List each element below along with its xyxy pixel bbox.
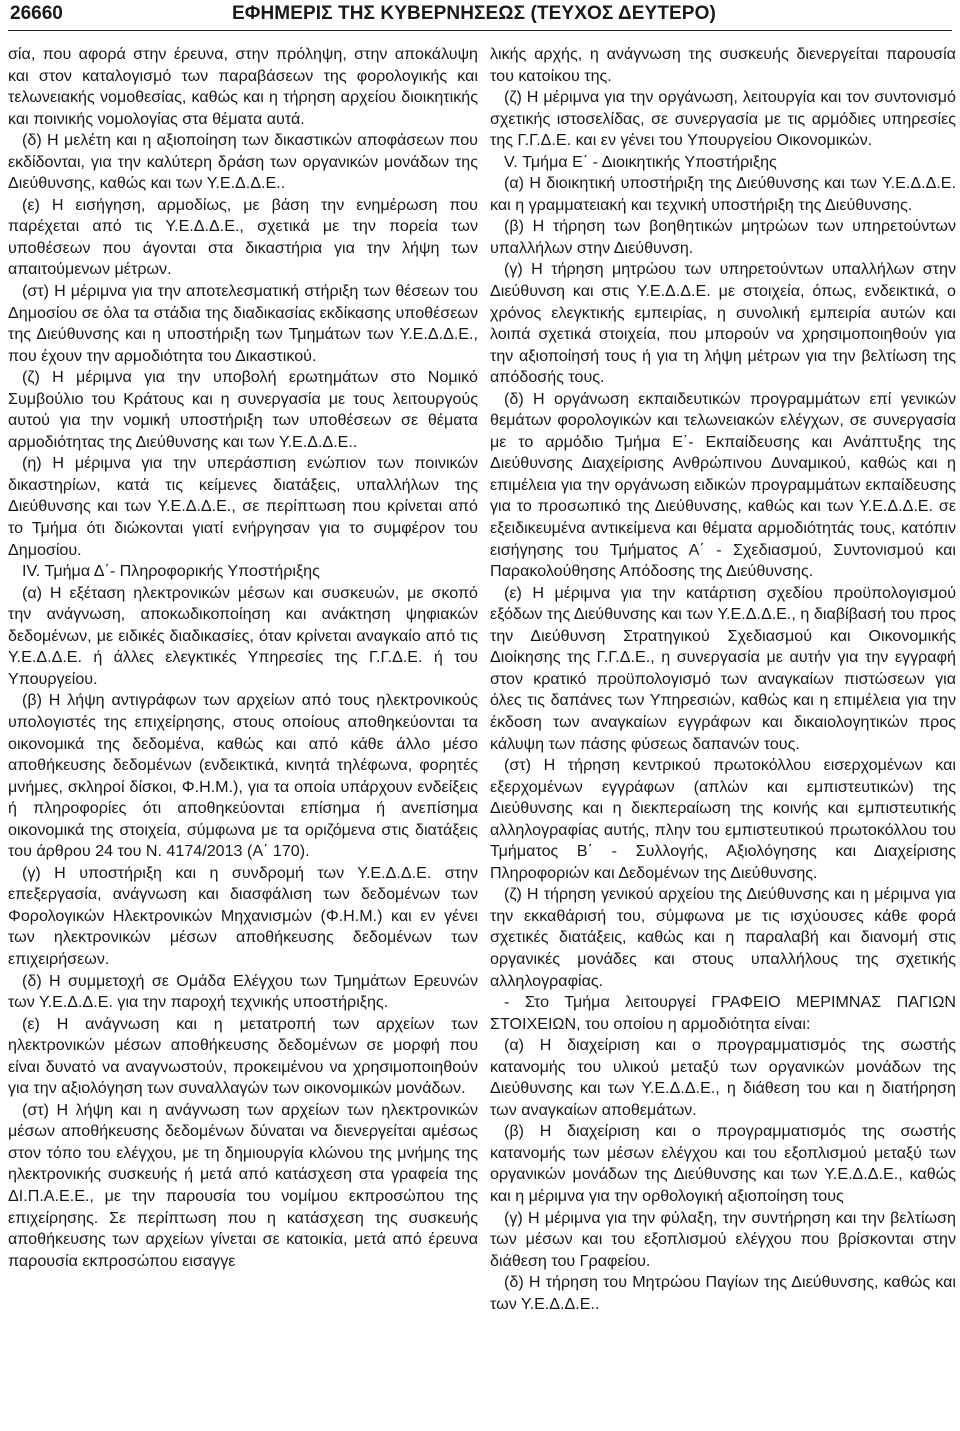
gazette-title: ΕΦΗΜΕΡΙΣ ΤΗΣ ΚΥΒΕΡΝΗΣΕΩΣ (ΤΕΥΧΟΣ ΔΕΥΤΕΡΟ) [232,3,716,24]
paragraph: (γ) Η τήρηση μητρώου των υπηρετούντων υπαλλήλων στην Διεύθυνση και στις Υ.Ε.Δ.Δ.Ε. με στοιχεία, όπως, ενδεικτικά, ο χρόνος ελεγκτικής εμπειρίας, η συνολική εμπειρία αυτών και λοιπά σχετικά στοιχεία, που μπορούν να χρησιμοποιηθούν για την αξιοποίησή τους ή για τη λήψη μέτρων για την βελτίωση της απόδοσής τους. [490,260,956,387]
paragraph: (β) Η λήψη αντιγράφων των αρχείων από τους ηλεκτρονικούς υπολογιστές της επιχείρησης, στους οποίους αποθηκεύονται τα οικονομικά της δεδομένα, καθώς και από κάθε άλλο μέσο αποθήκευσης δεδομένων (ενδεικτικά, κινητά τηλέφωνα, φορητές μνήμες, σκληροί δίσκοι, Φ.Η.Μ.), για τα οποία υπάρχουν ενδείξεις ή πληροφορίες ότι αποθηκεύονται επίσημα ή ανεπίσημα οικονομικά της στοιχεία, σύμφωνα με τα οριζόμενα στις διατάξεις του άρθρου 24 του Ν. 4174/2013 (Α΄ 170). [8,691,478,861]
paragraph: (στ) Η λήψη και η ανάγνωση των αρχείων των ηλεκτρονικών μέσων αποθήκευσης δεδομένων δύναται να διενεργείται αμέσως στον τόπο του ελέγχου, με τη δημιουργία κλώνου της μνήμης της ηλεκτρονικής συσκευής ή μετά από κατάσχεση στα γραφεία της ΔΙ.Π.Α.Ε.Ε., με την παρουσία του νομίμου εκπροσώπου της επιχείρησης. Σε περίπτωση που η κατάσχεση της συσκευής αποθήκευσης των αρχείων γίνεται σε κατοικία, μετά από έρευνα παρουσία εκπροσώπου εισαγγε [8,1100,478,1270]
right-column [490,44,956,1315]
paragraph: λικής αρχής, η ανάγνωση της συσκευής διενεργείται παρουσία του κατοίκου της. [490,45,956,85]
paragraph: (δ) Η συμμετοχή σε Ομάδα Ελέγχου των Τμημάτων Ερευνών των Υ.Ε.Δ.Δ.Ε. για την παροχή τεχνικής υποστήριξης. [8,971,478,1012]
paragraph: (στ) Η τήρηση κεντρικού πρωτοκόλλου εισερχομένων και εξερχομένων εγγράφων (απλών και εμπιστευτικών) της Διεύθυνσης και η διεκπεραίωση της κοινής και εμπιστευτικής αλληλογραφίας αυτής, πλην του εμπιστευτικού πρωτοκόλλου του Τμήματος Β΄ - Συλλογής, Αξιολόγησης και Διαχείρισης Πληροφοριών και Δεδομένων της Διεύθυνσης. [490,756,956,882]
paragraph: (ε) Η ανάγνωση και η μετατροπή των αρχείων των ηλεκτρονικών μέσων αποθήκευσης δεδομένων σε μορφή που είναι δυνατό να αναγνωστούν, προκειμένου να χρησιμοποιηθούν για την αξιολόγηση των συναλλαγών των οικονομικών μονάδων. [8,1014,478,1098]
paragraph: (δ) Η οργάνωση εκπαιδευτικών προγραμμάτων επί γενικών θεμάτων φορολογικών και τελωνειακών ελέγχων, σε συνεργασία με το αρμόδιο Τμήμα Ε΄- Εκπαίδευσης και Ανάπτυξης της Διεύθυνσης Διαχείρισης Ανθρώπινου Δυναμικού, καθώς και η επιμέλεια για την οργάνωση ειδικών προγραμμάτων εκπαίδευσης για το προσωπικό της Διεύθυνσης, καθώς και των Υ.Ε.Δ.Δ.Ε. σε εξειδικευμένα αντικείμενα και θέματα αρμοδιότητάς τους, κατόπιν εισήγησης του Τμήματος Α΄ - Σχεδιασμού, Συντονισμού και Παρακολούθησης Απόδοσης της Διεύθυνσης. [490,389,956,581]
page-header [0,0,960,36]
paragraph: (ζ) Η τήρηση γενικού αρχείου της Διεύθυνσης και η μέριμνα για την εκκαθάρισή του, σύμφωνα με τις ισχύουσες κάθε φορά σχετικές διατάξεις, καθώς και η παραλαβή και διανομή στις οργανικές μονάδες και στους υπαλλήλους της σχετικής αλληλογραφίας. [490,885,956,990]
paragraph: (δ) Η τήρηση του Μητρώου Παγίων της Διεύθυνσης, καθώς και των Υ.Ε.Δ.Δ.Ε.. [490,1273,956,1313]
paragraph: (ζ) Η μέριμνα για την υποβολή ερωτημάτων στο Νομικό Συμβούλιο του Κράτους και η συνεργασία με τους λειτουργούς αυτού για την νομική υποστήριξη των υποθέσεων σε θέματα αρμοδιότητας της Διεύθυνσης και των Υ.Ε.Δ.Δ.Ε.. [8,368,478,451]
page-number: 26660 [10,3,63,24]
paragraph: (α) Η εξέταση ηλεκτρονικών μέσων και συσκευών, με σκοπό την ανάγνωση, αποκωδικοποίηση και ανάκτηση ψηφιακών δεδομένων, με ειδικές διαδικασίες, όταν κρίνεται αναγκαίο από τις Υ.Ε.Δ.Δ.Ε. ή άλλες ελεγκτικές Υπηρεσίες της Γ.Γ.Δ.Ε. ή του Υπουργείου. [8,583,478,688]
paragraph: (γ) Η υποστήριξη και η συνδρομή των Υ.Ε.Δ.Δ.Ε. στην επεξεργασία, ανάγνωση και διασφάλιση των δεδομένων των Φορολογικών Ηλεκτρονικών Μηχανισμών (Φ.Η.Μ.) και εν γένει των ηλεκτρονικών μέσων αποθήκευσης δεδομένων των επιχειρήσεων. [8,863,478,968]
left-column [8,44,478,1272]
paragraph: (στ) Η μέριμνα για την αποτελεσματική στήριξη των θέσεων του Δημοσίου σε όλα τα στάδια της διαδικασίας εκδίκασης υποθέσεων της Διεύθυνσης και η υποστήριξη των Τμημάτων των Υ.Ε.Δ.Δ.Ε., που έχουν την αρμοδιότητα του Δικαστικού. [8,282,478,365]
paragraph: (δ) Η μελέτη και η αξιοποίηση των δικαστικών αποφάσεων που εκδίδονται, για την καλύτερη δράση των οργανικών μονάδων της Διεύθυνσης, καθώς και των Υ.Ε.Δ.Δ.Ε.. [8,131,478,193]
paragraph: V. Τμήμα Ε΄ - Διοικητικής Υποστήριξης [504,152,777,171]
paragraph: (β) Η τήρηση των βοηθητικών μητρώων των υπηρετούντων υπαλλήλων στην Διεύθυνση. [490,217,956,257]
paragraph: IV. Τμήμα Δ΄- Πληροφορικής Υποστήριξης [22,562,320,581]
paragraph: σία, που αφορά στην έρευνα, στην πρόληψη, στην αποκάλυψη και στον καταλογισμό των παραβάσεων της φορολογικής και τελωνειακής νομοθεσίας, καθώς και η τήρηση αρχείου διοικητικής και ποινικής νομολογίας στα θέματα αυτά. [8,45,478,128]
paragraph: (α) Η διοικητική υποστήριξη της Διεύθυνσης και των Υ.Ε.Δ.Δ.Ε. και η γραμματειακή και τεχνική υποστήριξη της Διεύθυνσης. [490,174,956,214]
paragraph: (α) Η διαχείριση και ο προγραμματισμός της σωστής κατανομής του υλικού μεταξύ των οργανικών μονάδων της Διεύθυνσης και των Υ.Ε.Δ.Δ.Ε., η διάθεση του και η διατήρηση των αναγκαίων αποθεμάτων. [490,1036,956,1119]
header-rule [8,30,952,31]
paragraph: (ζ) Η μέριμνα για την οργάνωση, λειτουργία και τον συντονισμό σχετικής ιστοσελίδας, σε συνεργασία με τις αρμόδιες υπηρεσίες της Γ.Γ.Δ.Ε. και εν γένει του Υπουργείου Οικονομικών. [490,88,956,150]
paragraph: (η) Η μέριμνα για την υπεράσπιση ενώπιον των ποινικών δικαστηρίων, κατά τις κείμενες διατάξεις, υπαλλήλων της Διεύθυνσης και των Υ.Ε.Δ.Δ.Ε., σε περίπτωση που κρίνεται από το Τμήμα ότι διώκονται γιατί ενήργησαν για το συμφέρον του Δημοσίου. [8,454,478,559]
paragraph: (γ) Η μέριμνα για την φύλαξη, την συντήρηση και την βελτίωση των μέσων και του εξοπλισμού ελέγχου που βρίσκονται στην διάθεση του Γραφείου. [490,1208,956,1270]
paragraph: - Στο Τμήμα λειτουργεί ΓΡΑΦΕΙΟ ΜΕΡΙΜΝΑΣ ΠΑΓΙΩΝ ΣΤΟΙΧΕΙΩΝ, του οποίου η αρμοδιότητα είναι: [490,993,956,1033]
paragraph: (ε) Η μέριμνα για την κατάρτιση σχεδίου προϋπολογισμού εξόδων της Διεύθυνσης και των Υ.Ε.Δ.Δ.Ε., η διαβίβασή του προς την Διεύθυνση Στρατηγικού Σχεδιασμού και Οικονομικής Διοίκησης της Γ.Γ.Δ.Ε., η συνεργασία με αυτήν για την εγγραφή στον κρατικό προϋπολογισμό των αναγκαίων πιστώσεων για όλες τις δαπάνες των Υπηρεσιών, καθώς και η επιμέλεια για την έκδοση των αναγκαίων εγγράφων και δικαιολογητικών προς κάλυψη των πάσης φύσεως δαπανών τους. [490,583,956,753]
paragraph: (ε) Η εισήγηση, αρμοδίως, με βάση την ενημέρωση που παρέχεται από τις Υ.Ε.Δ.Δ.Ε., σχετικά με την πορεία των υποθέσεων που άγονται στα δικαστήρια για την λήψη των απαιτούμενων μέτρων. [8,195,478,279]
paragraph: (β) Η διαχείριση και ο προγραμματισμός της σωστής κατανομής των μέσων ελέγχου και του εξοπλισμού μεταξύ των οργανικών μονάδων της Διεύθυνσης και των Υ.Ε.Δ.Δ.Ε., καθώς και η μέριμνα για την ορθολογική αξιοποίηση τους [490,1122,956,1205]
